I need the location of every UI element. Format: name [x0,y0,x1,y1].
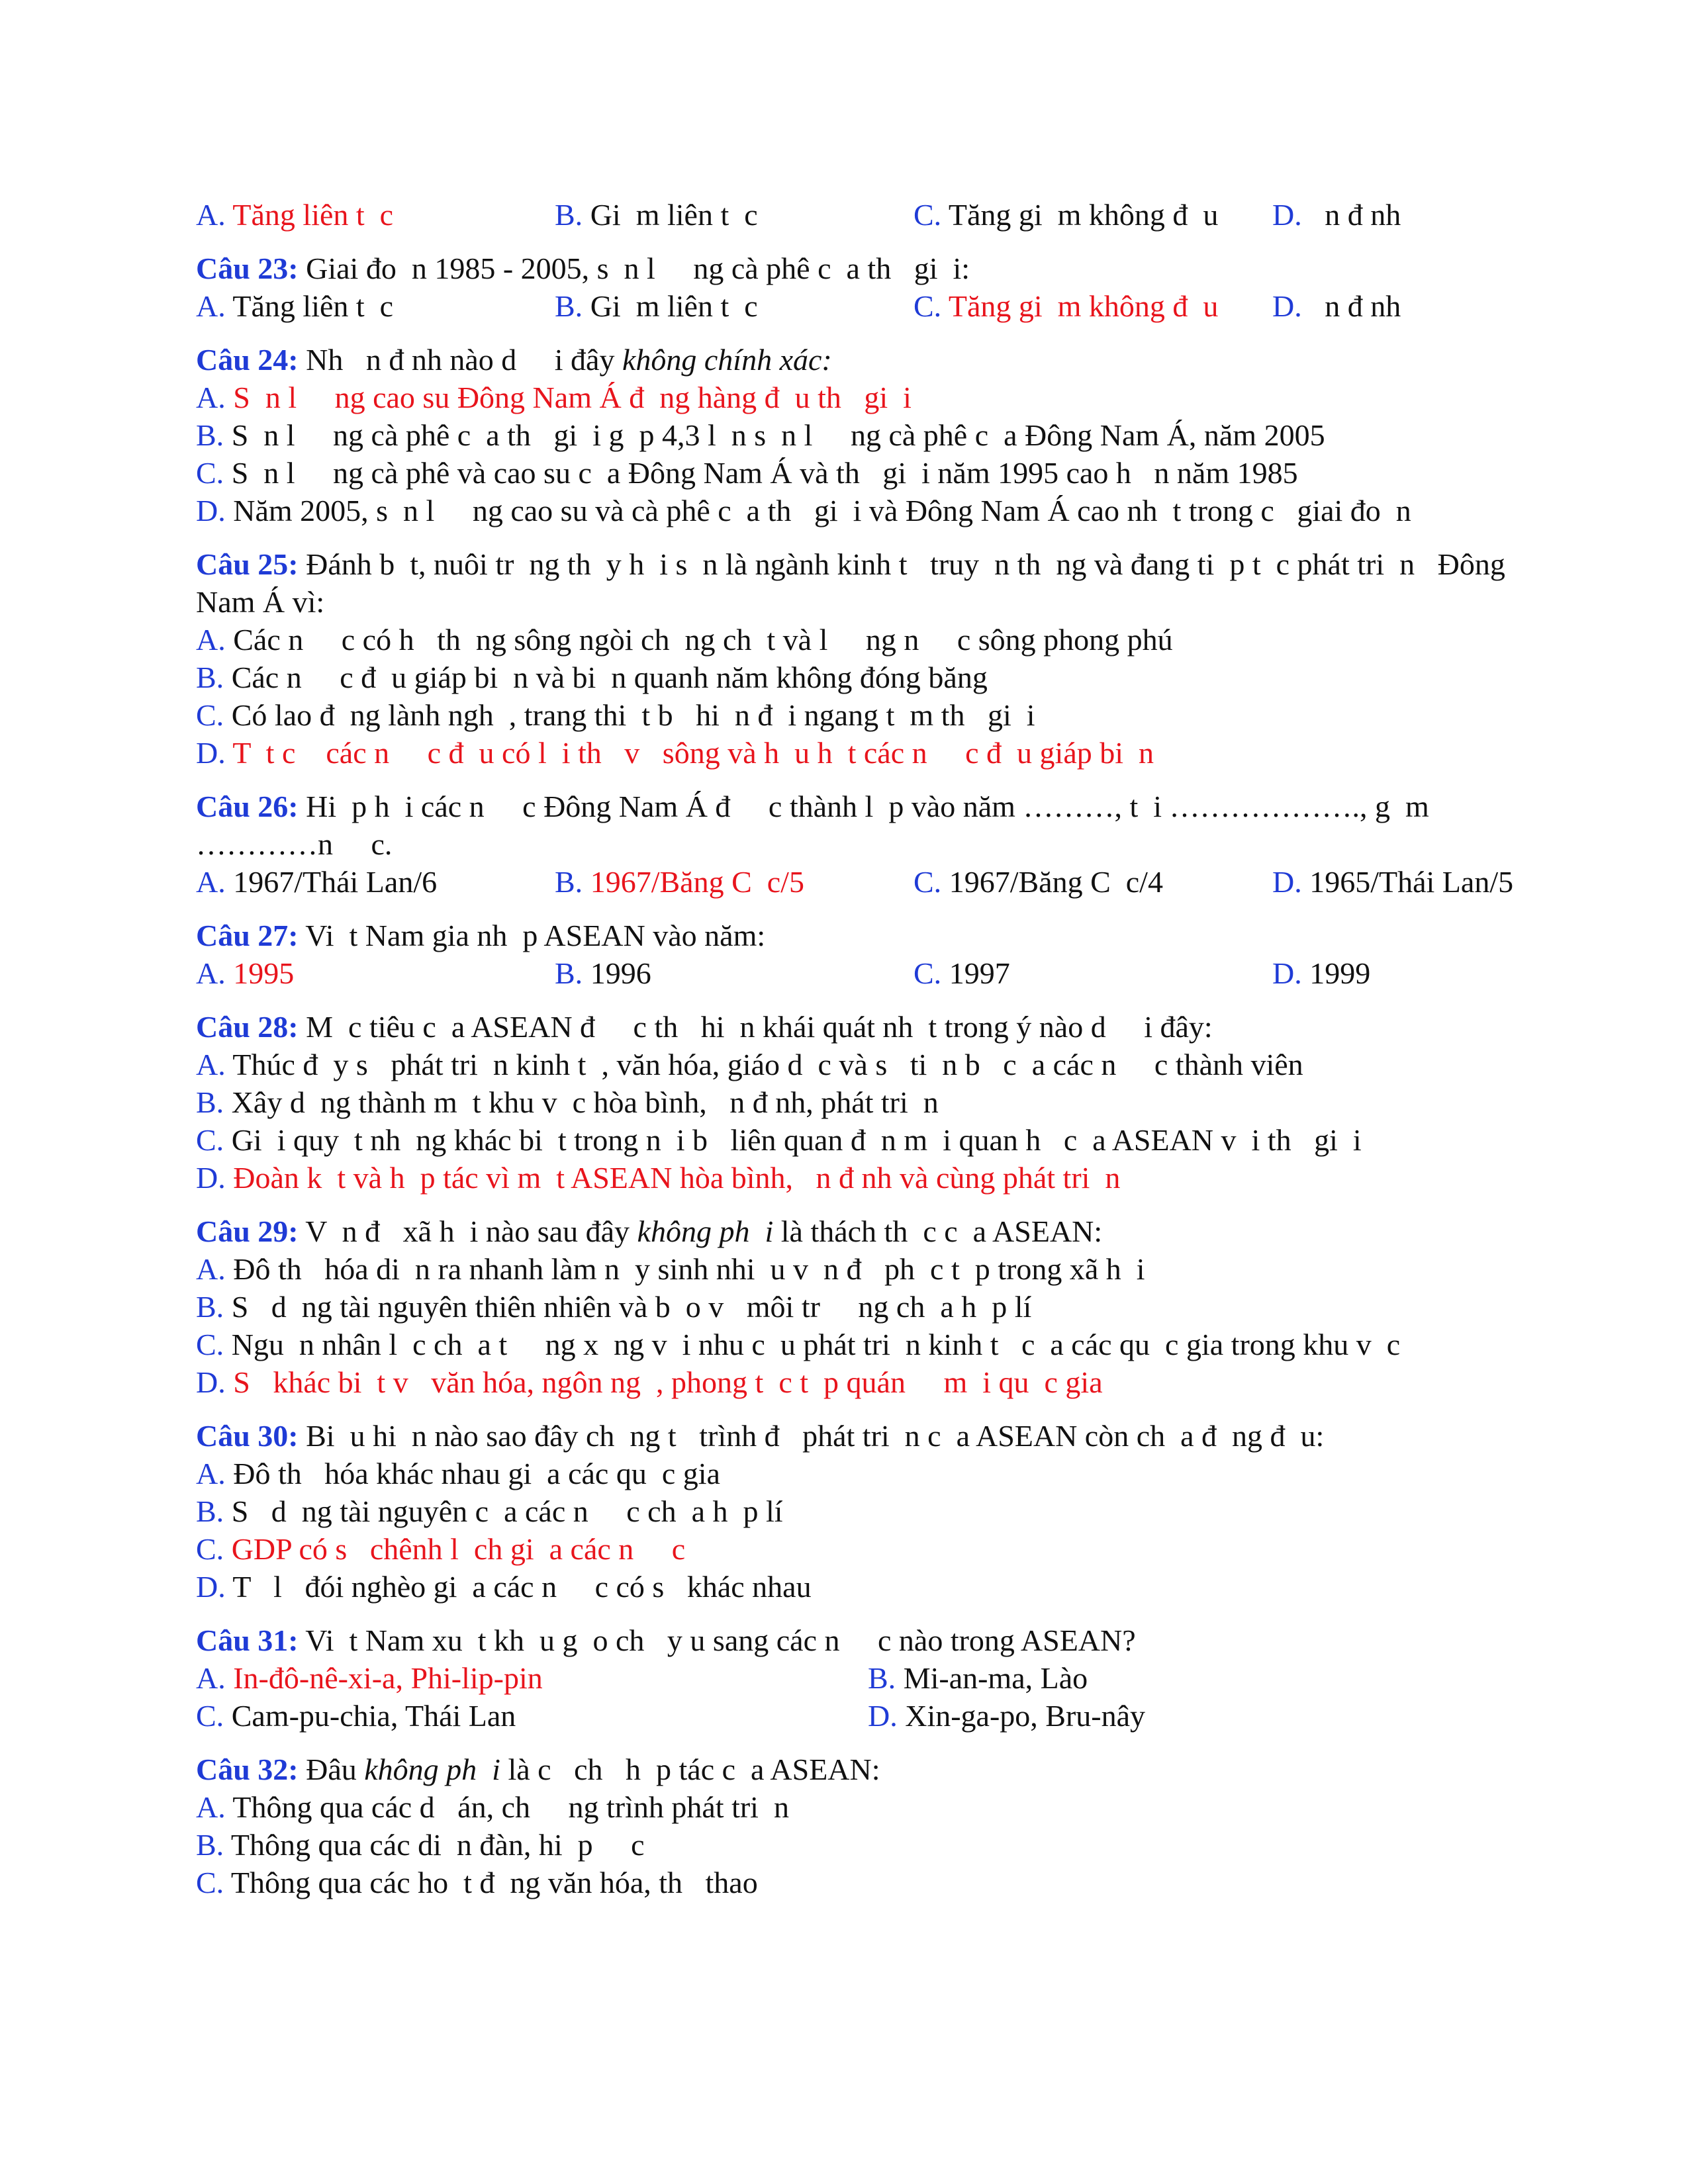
option-a: A. 1995 [196,956,295,990]
question-22 [196,196,1540,234]
question-26 [196,788,1540,901]
question-24 [196,341,1540,529]
option-d: D. n đ nh [1272,198,1401,232]
option-d: D. 1965/Thái Lan/5 [1272,865,1514,899]
options-row [196,287,1540,325]
quiz-content [196,196,1540,1917]
option-c: C. Gi i quy t nh ng khác bi t trong n i b liên quan đ n m i quan h c a ASEAN v i th gi i [196,1123,1362,1157]
question-stem: Câu 28: M c tiêu c a ASEAN đ c th hi n khái quát nh t trong ý nào d i đây: [196,1010,1213,1044]
option-d: D. T t c các n c đ u có l i th v sông và h u h t các n c đ u giáp bi n [196,736,1154,770]
option-b: B. 1967/Băng C c/5 [555,865,804,899]
option-a: A. Đô th hóa khác nhau gi a các qu c gia [196,1457,720,1490]
option-a: A. Tăng liên t c [196,289,394,323]
option-d: D. n đ nh [1272,289,1401,323]
option-b: B. Các n c đ u giáp bi n và bi n quanh năm không đóng băng [196,660,988,694]
question-stem: Câu 30: Bi u hi n nào sao đây ch ng t trình đ phát tri n c a ASEAN còn ch a đ ng đ u: [196,1419,1325,1453]
option-d: D. T l đói nghèo gi a các n c có s khác nhau [196,1570,812,1604]
option-c: C. Thông qua các ho t đ ng văn hóa, th thao [196,1866,758,1899]
question-29 [196,1212,1540,1401]
option-d: D. 1999 [1272,956,1371,990]
question-27 [196,917,1540,992]
option-d: D. Xin-ga-po, Bru-nây [868,1699,1146,1733]
option-a: A. S n l ng cao su Đông Nam Á đ ng hàng đ u th gi i [196,381,912,414]
question-stem: Câu 29: V n đ xã h i nào sau đây không ph i là thách th c c a ASEAN: [196,1214,1103,1248]
question-stem: Câu 31: Vi t Nam xu t kh u g o ch y u sang các n c nào trong ASEAN? [196,1623,1136,1657]
option-d: D. Năm 2005, s n l ng cao su và cà phê c a th gi i và Đông Nam Á cao nh t trong c giai đo n [196,494,1411,527]
option-b: B. Gi m liên t c [555,198,758,232]
option-c: C. Có lao đ ng lành ngh , trang thi t b hi n đ i ngang t m th gi i [196,698,1035,732]
option-a: A. In-đô-nê-xi-a, Phi-lip-pin [196,1661,543,1695]
options-row [196,863,1540,901]
option-b: B. S d ng tài nguyên c a các n c ch a h p lí [196,1494,783,1528]
question-stem: Câu 26: Hi p h i các n c Đông Nam Á đ c thành l p vào năm ………, t i ………………., g m …………n c. [196,790,1437,861]
question-stem: Câu 25: Đánh b t, nuôi tr ng th y h i s n là ngành kinh t truy n th ng và đang ti p t c phát tri n Đông Nam Á vì: [196,547,1513,619]
options-row [196,1697,1540,1735]
option-c: C. GDP có s chênh l ch gi a các n c [196,1532,686,1566]
option-a: A. 1967/Thái Lan/6 [196,865,438,899]
option-c: C. Ngu n nhân l c ch a t ng x ng v i nhu c u phát tri n kinh t c a các qu c gia trong khu v c [196,1328,1401,1361]
question-stem: Câu 23: Giai đo n 1985 - 2005, s n l ng cà phê c a th gi i: [196,251,970,285]
question-30 [196,1417,1540,1606]
option-d: D. S khác bi t v văn hóa, ngôn ng , phong t c t p quán m i qu c gia [196,1365,1103,1399]
option-c: C. Tăng gi m không đ u [914,198,1219,232]
option-b: B. Gi m liên t c [555,289,758,323]
question-stem: Câu 27: Vi t Nam gia nh p ASEAN vào năm: [196,919,766,952]
option-b: B. 1996 [555,956,651,990]
options-row [196,954,1540,992]
options-row [196,196,1540,234]
option-a: A. Các n c có h th ng sông ngòi ch ng ch t và l ng n c sông phong phú [196,623,1173,657]
question-31 [196,1621,1540,1735]
option-b: B. S d ng tài nguyên thiên nhiên và b o v môi tr ng ch a h p lí [196,1290,1032,1324]
option-c: C. Cam-pu-chia, Thái Lan [196,1699,516,1733]
question-stem: Câu 32: Đâu không ph i là c ch h p tác c a ASEAN: [196,1752,880,1786]
option-c: C. 1997 [914,956,1010,990]
question-32 [196,1751,1540,1901]
option-b: B. Thông qua các di n đàn, hi p c [196,1828,645,1862]
question-28 [196,1008,1540,1197]
option-a: A. Thông qua các d án, ch ng trình phát tri n [196,1790,789,1824]
option-b: B. Mi-an-ma, Lào [868,1661,1088,1695]
options-row [196,1659,1540,1697]
option-c: C. Tăng gi m không đ u [914,289,1219,323]
option-a: A. Đô th hóa di n ra nhanh làm n y sinh nhi u v n đ ph c t p trong xã h i [196,1252,1145,1286]
question-23 [196,250,1540,325]
question-25 [196,545,1540,772]
option-c: C. 1967/Băng C c/4 [914,865,1163,899]
option-a: A. Tăng liên t c [196,198,394,232]
option-a: A. Thúc đ y s phát tri n kinh t , văn hóa, giáo d c và s ti n b c a các n c thành viên [196,1048,1303,1081]
option-b: B. Xây d ng thành m t khu v c hòa bình, n đ nh, phát tri n [196,1085,939,1119]
option-d: D. Đoàn k t và h p tác vì m t ASEAN hòa bình, n đ nh và cùng phát tri n [196,1161,1121,1195]
question-stem: Câu 24: Nh n đ nh nào d i đây không chính xác: [196,343,832,377]
option-c: C. S n l ng cà phê và cao su c a Đông Nam Á và th gi i năm 1995 cao h n năm 1985 [196,456,1298,490]
option-b: B. S n l ng cà phê c a th gi i g p 4,3 l n s n l ng cà phê c a Đông Nam Á, năm 2005 [196,418,1325,452]
